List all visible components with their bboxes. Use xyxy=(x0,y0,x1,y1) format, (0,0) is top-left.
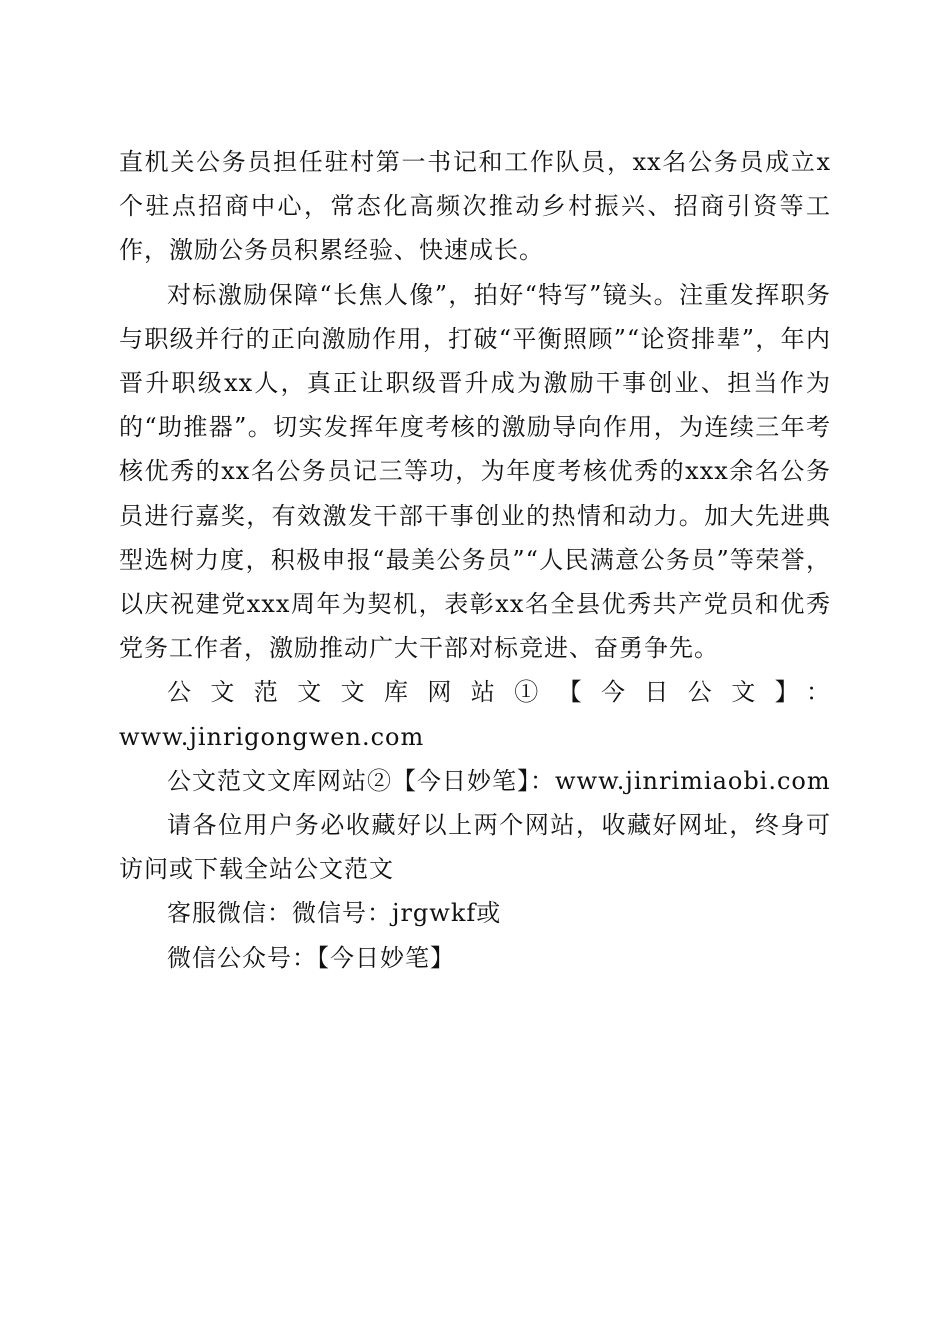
paragraph-incentive: 对标激励保障“长焦人像”，拍好“特写”镜头。注重发挥职务与职级并行的正向激励作用，打破“平衡照顾”“论资排辈”，年内晋升职级xx人，真正让职级晋升成为激励干事创业、担当作为的“助推器”。切实发挥年度考核的激励导向作用，为连续三年考核优秀的xx名公务员记三等功，为年度考核优秀的xxx余名公务员进行嘉奖，有效激发干部干事创业的热情和动力。加大先进典型选树力度，积极申报“最美公务员”“人民满意公务员”等荣誉，以庆祝建党xxx周年为契机，表彰xx名全县优秀共产党员和优秀党务工作者，激励推动广大干部对标竞进、奋勇争先。 xyxy=(119,280,831,663)
document-body xyxy=(119,140,831,980)
customer-service-wechat: 客服微信：微信号：jrgwkf或 xyxy=(167,899,502,928)
site2-line: 公文范文文库网站②【今日妙笔】：www.jinrimiaobi.com xyxy=(167,766,831,795)
paragraph-continuation: 直机关公务员担任驻村第一书记和工作队员，xx名公务员成立x个驻点招商中心，常态化高频次推动乡村振兴、招商引资等工作，激励公务员积累经验、快速成长。 xyxy=(119,148,831,265)
wechat-official-account: 微信公众号：【今日妙笔】 xyxy=(167,943,455,972)
site1-url: www.jinrigongwen.com xyxy=(119,722,425,751)
favorite-notice: 请各位用户务必收藏好以上两个网站，收藏好网址，终身可访问或下载全站公文范文 xyxy=(119,811,831,884)
site1-label: 公文范文文库网站①【今日公文】： xyxy=(167,678,831,707)
